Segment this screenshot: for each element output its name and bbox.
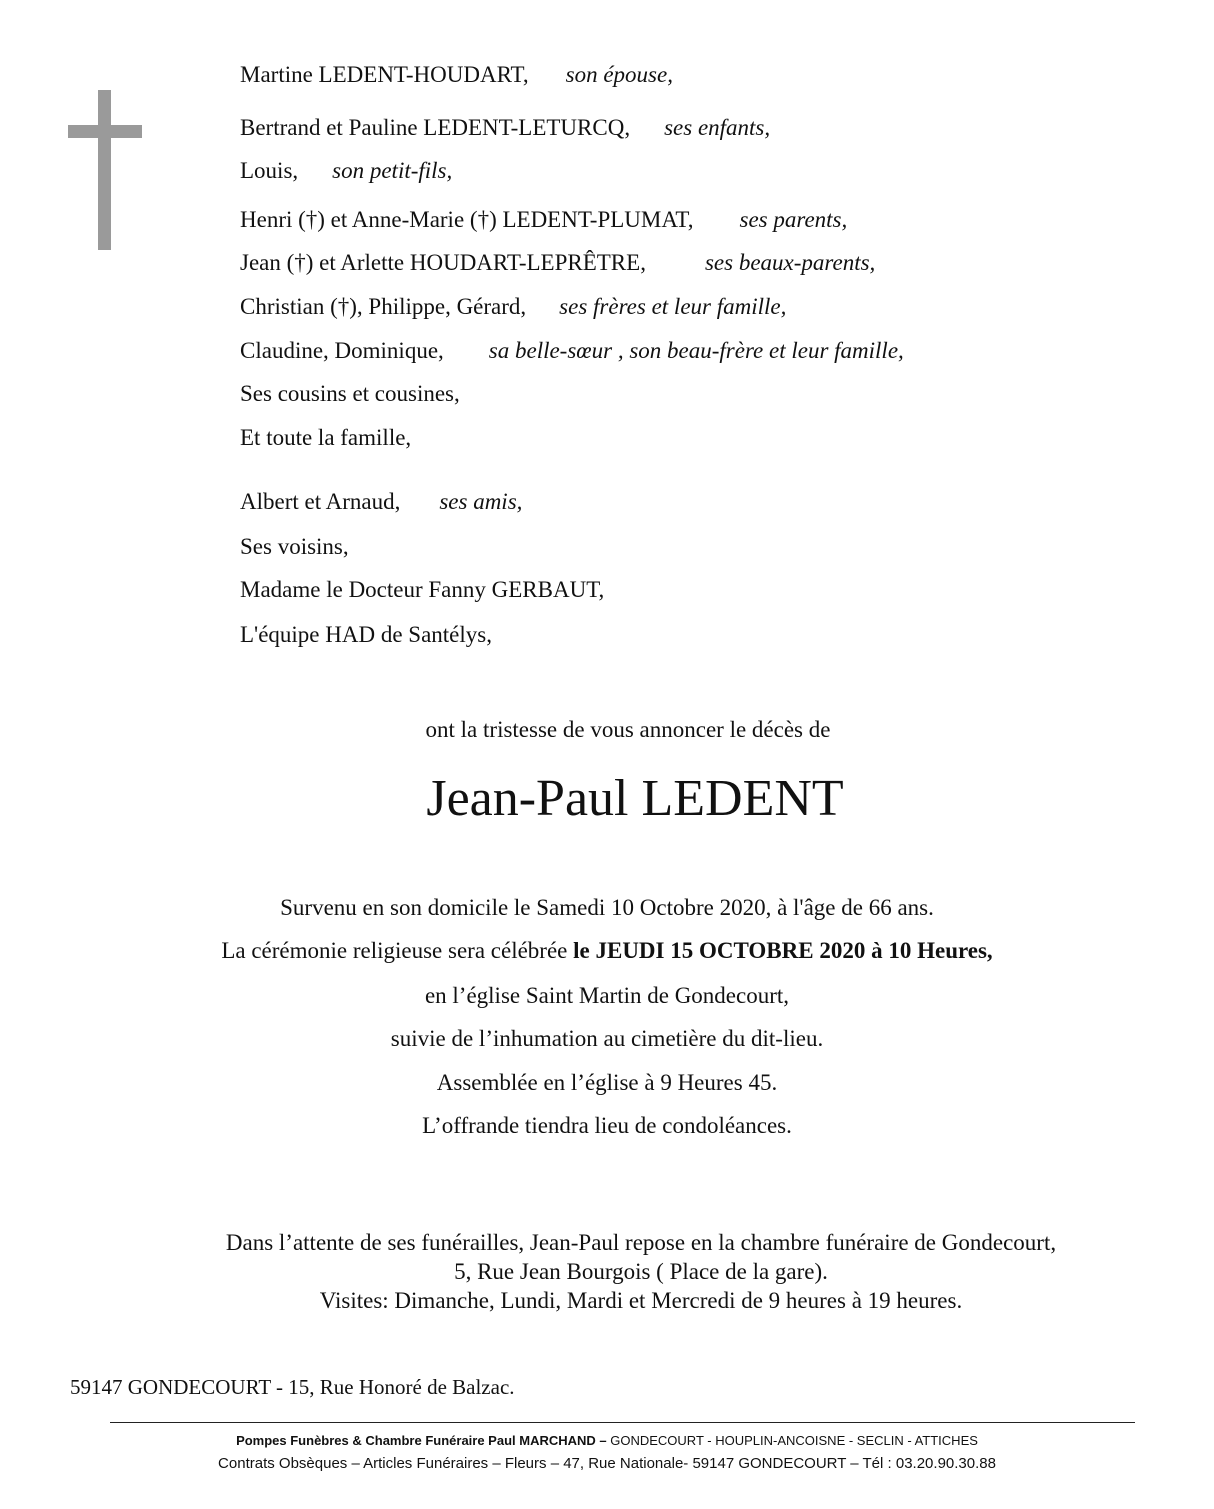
ceremony-prefix: La cérémonie religieuse sera célébrée — [221, 938, 574, 963]
footer-divider — [110, 1422, 1135, 1423]
footer-company-line — [0, 1432, 1214, 1450]
family-role: ses enfants, — [664, 115, 771, 140]
footer-company: Pompes Funèbres & Chambre Funéraire Paul MARCHAND – — [236, 1433, 607, 1448]
burial-line: suivie de l’inhumation au cimetière du dit-lieu. — [390, 1026, 824, 1051]
assembly-line: Assemblée en l’église à 9 Heures 45. — [436, 1070, 778, 1095]
friend-name: Madame le Docteur Fanny GERBAUT, — [240, 577, 605, 602]
cross-horizontal-bar — [68, 125, 142, 138]
family-role: ses frères et leur famille, — [559, 294, 787, 319]
family-name: Martine LEDENT-HOUDART, — [240, 62, 529, 87]
family-role: son épouse, — [565, 62, 673, 87]
cross-vertical-bar — [98, 90, 111, 250]
friend-line — [240, 576, 604, 604]
announcement-text: ont la tristesse de vous annoncer le décès de — [425, 717, 831, 742]
family-line — [240, 293, 786, 321]
footer-locations: GONDECOURT - HOUPLIN-ANCOISNE - SECLIN - ATTICHES — [606, 1433, 978, 1448]
friend-name: Ses voisins, — [240, 534, 349, 559]
death-details: Survenu en son domicile le Samedi 10 Octobre 2020, à l'âge de 66 ans. — [280, 895, 934, 920]
friend-name: Albert et Arnaud, — [240, 489, 401, 514]
friend-line — [240, 488, 522, 516]
rest-line-3: Visites: Dimanche, Lundi, Mardi et Mercredi de 9 heures à 19 heures. — [319, 1288, 963, 1313]
family-role: ses parents, — [739, 207, 848, 232]
family-line — [240, 249, 875, 277]
cross-icon — [68, 90, 142, 250]
family-address: 59147 GONDECOURT - 15, Rue Honoré de Balzac. — [70, 1375, 515, 1399]
family-name: Henri (†) et Anne-Marie (†) LEDENT-PLUMAT, — [240, 207, 694, 232]
family-role: ses beaux-parents, — [704, 250, 876, 275]
family-line — [240, 206, 847, 234]
family-line — [240, 424, 411, 452]
offering-line: L’offrande tiendra lieu de condoléances. — [422, 1113, 792, 1138]
friend-line — [240, 621, 492, 649]
family-line — [240, 114, 770, 142]
friend-name: L'équipe HAD de Santélys, — [240, 622, 492, 647]
friend-role: ses amis, — [439, 489, 523, 514]
family-line — [240, 157, 452, 185]
family-name: Et toute la famille, — [240, 425, 412, 450]
church-line: en l’église Saint Martin de Gondecourt, — [424, 983, 790, 1008]
family-name: Claudine, Dominique, — [240, 338, 444, 363]
family-name: Christian (†), Philippe, Gérard, — [240, 294, 527, 319]
family-line — [240, 380, 460, 408]
family-role: sa belle-sœur , son beau-frère et leur famille, — [488, 338, 904, 363]
footer-services: Contrats Obsèques – Articles Funéraires – Fleurs – 47, Rue Nationale- 59147 GONDECOURT – Tél : 03.20.90.30.88 — [218, 1455, 996, 1472]
family-role: son petit-fils, — [332, 158, 453, 183]
deceased-name: Jean-Paul LEDENT — [426, 770, 844, 827]
ceremony-date: le JEUDI 15 OCTOBRE 2020 à 10 Heures, — [573, 938, 993, 963]
family-name: Jean (†) et Arlette HOUDART-LEPRÊTRE, — [240, 250, 646, 275]
family-line — [240, 61, 673, 89]
family-line — [240, 337, 904, 365]
family-name: Ses cousins et cousines, — [240, 381, 460, 406]
ceremony-line — [0, 937, 1214, 965]
rest-line-2: 5, Rue Jean Bourgois ( Place de la gare). — [454, 1259, 828, 1284]
family-name: Bertrand et Pauline LEDENT-LETURCQ, — [240, 115, 631, 140]
family-name: Louis, — [240, 158, 299, 183]
rest-line-1: Dans l’attente de ses funérailles, Jean-Paul repose en la chambre funéraire de Gondecourt, — [225, 1230, 1057, 1255]
friend-line — [240, 533, 349, 561]
